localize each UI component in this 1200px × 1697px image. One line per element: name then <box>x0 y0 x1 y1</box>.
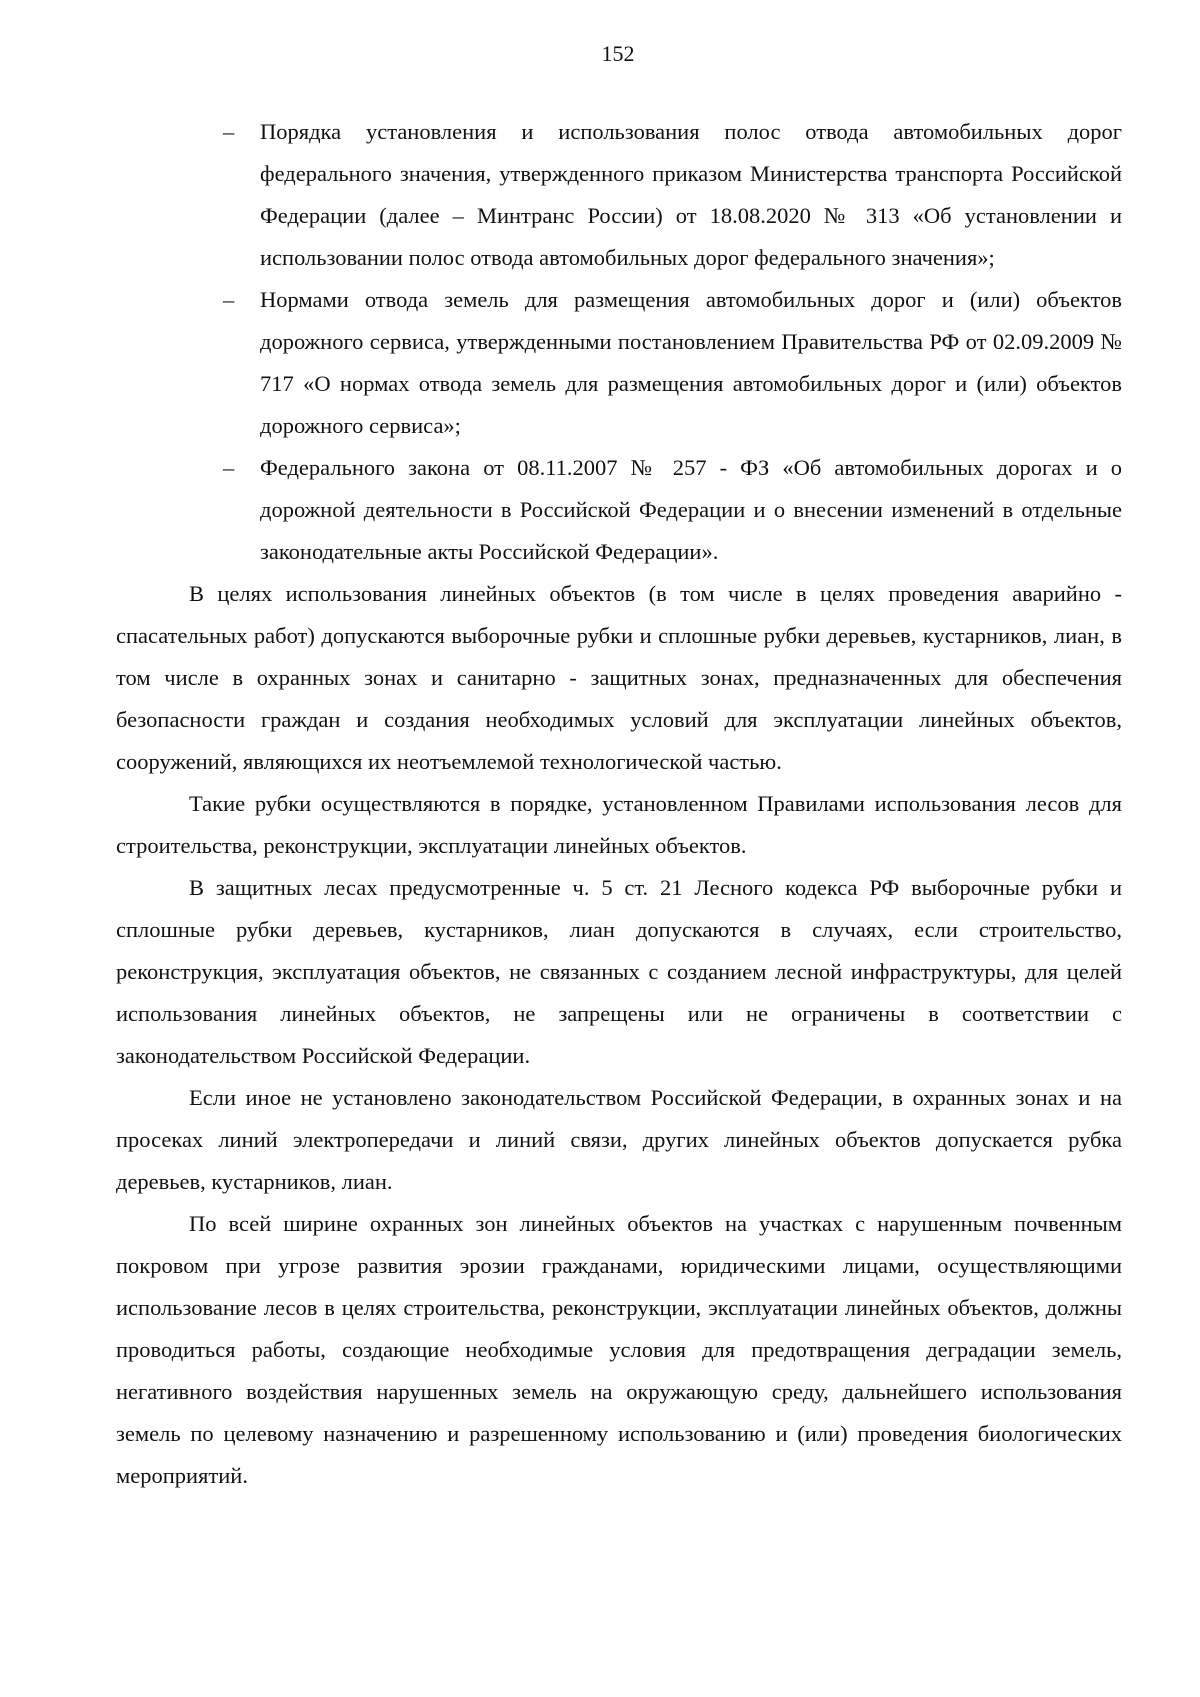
list-item <box>116 447 1122 573</box>
list-dash-marker: – <box>223 287 235 312</box>
document-body <box>116 111 1122 1497</box>
paragraph-linear-objects-felling: В целях использования линейных объектов (в том числе в целях проведения аварийно - спасательных работ) допускаются выборочные рубки и сплошные рубки деревьев, кустарников, лиан, в том числе в охранных зонах и санитарно - защитных зонах, предназначенных для обеспечения безопасности граждан и создания необходимых условий для эксплуатации линейных объектов, сооружений, являющихся их неотъемлемой технологической частью. <box>116 581 1122 774</box>
list-dash-marker: – <box>223 119 235 144</box>
list-dash-marker: – <box>223 455 235 480</box>
paragraph-protection-zones: Если иное не установлено законодательством Российской Федерации, в охранных зонах и на просеках линий электропередачи и линий связи, других линейных объектов допускается рубка деревьев, кустарников, лиан. <box>116 1085 1122 1194</box>
paragraph-erosion-measures: По всей ширине охранных зон линейных объектов на участках с нарушенным почвенным покровом при угрозе развития эрозии гражданами, юридическими лицами, осуществляющими использование лесов в целях строительства, реконструкции, эксплуатации линейных объектов, должны проводиться работы, создающие необходимые условия для предотвращения деградации земель, негативного воздействия нарушенных земель на окружающую среду, дальнейшего использования земель по целевому назначению и разрешенному использованию и (или) проведения биологических мероприятий. <box>116 1211 1122 1488</box>
page-number: 152 <box>601 41 635 66</box>
paragraph-protective-forests: В защитных лесах предусмотренные ч. 5 ст. 21 Лесного кодекса РФ выборочные рубки и сплошные рубки деревьев, кустарников, лиан допускаются в случаях, если строительство, реконструкция, эксплуатация объектов, не связанных с созданием лесной инфраструктуры, для целей использования линейных объектов, не запрещены или не ограничены в соответствии с законодательством Российской Федерации. <box>116 875 1122 1068</box>
paragraph-felling-procedure: Такие рубки осуществляются в порядке, установленном Правилами использования лесов для строительства, реконструкции, эксплуатации линейных объектов. <box>116 791 1122 858</box>
list-item-text: Нормами отвода земель для размещения автомобильных дорог и (или) объектов дорожного сервиса, утвержденными постановлением Правительства РФ от 02.09.2009 № 717 «О нормах отвода земель для размещения автомобильных дорог и (или) объектов дорожного сервиса»; <box>260 287 1122 438</box>
list-item <box>116 111 1122 279</box>
list-item-text: Порядка установления и использования полос отвода автомобильных дорог федерального значения, утвержденного приказом Министерства транспорта Российской Федерации (далее – Минтранс России) от 18.08.2020 № 313 «Об установлении и использовании полос отвода автомобильных дорог федерального значения»; <box>260 119 1122 270</box>
list-item <box>116 279 1122 447</box>
regulation-list <box>116 111 1122 573</box>
list-item-text: Федерального закона от 08.11.2007 № 257 - ФЗ «Об автомобильных дорогах и о дорожной деятельности в Российской Федерации и о внесении изменений в отдельные законодательные акты Российской Федерации». <box>260 455 1122 564</box>
